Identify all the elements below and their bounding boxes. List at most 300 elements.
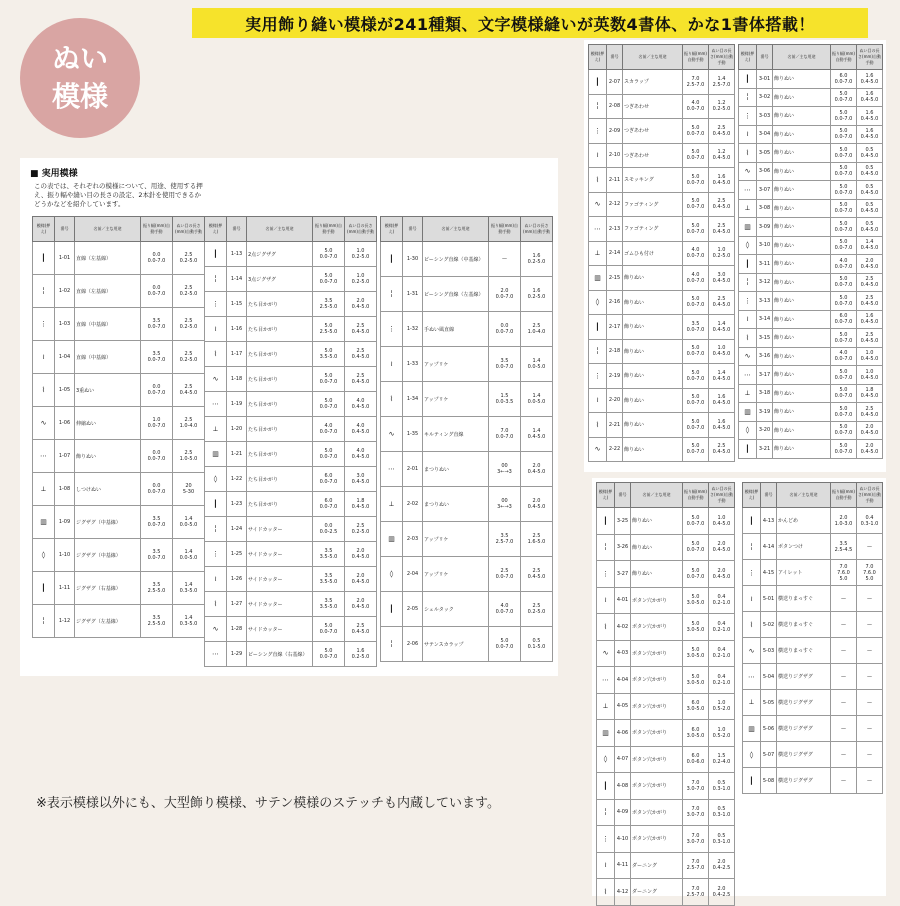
stitch-width: 3.5 0.0-7.0 xyxy=(141,308,173,341)
stitch-width: 5.0 0.0-7.0 xyxy=(831,107,857,126)
pattern-name: 飾りぬい xyxy=(773,421,831,440)
stitch-length: 1.6 0.4-5.0 xyxy=(709,388,735,413)
pattern-name: 飾りぬい xyxy=(773,181,831,200)
pattern-name: ピーシング直線（左基線） xyxy=(423,277,489,312)
pattern-number: 1-04 xyxy=(55,341,75,374)
pattern-name: ボタン穴かがり xyxy=(631,640,683,667)
pattern-number: 4-06 xyxy=(615,720,631,747)
stitch-length: 2.5 0.4-5.0 xyxy=(709,192,735,217)
pattern-name: サイドカッター xyxy=(247,617,313,642)
pattern-name: 飾りぬい xyxy=(623,266,683,291)
stitch-pattern-icon: ≀ xyxy=(33,341,55,374)
table-row xyxy=(589,217,735,242)
table-row xyxy=(739,199,883,218)
pattern-number: 2-10 xyxy=(607,143,623,168)
stitch-length: 1.2 0.2-5.0 xyxy=(709,94,735,119)
stitch-width: 6.0 0.0-7.0 xyxy=(313,492,345,517)
pattern-name: 飾りぬい xyxy=(773,88,831,107)
pattern-name: しつけぬい xyxy=(75,473,141,506)
pattern-name: スカラップ xyxy=(623,70,683,95)
stitch-width: 3.5 0.0-7.0 xyxy=(141,506,173,539)
stitch-length: 1.0 0.2-5.0 xyxy=(345,267,377,292)
table-row xyxy=(205,367,377,392)
table-row xyxy=(743,586,883,612)
table-header-cell: ぬい目の長さ(mm)自動手動 xyxy=(345,217,377,242)
stitch-length: 2.5 0.2-5.0 xyxy=(521,592,553,627)
pattern-number: 3-11 xyxy=(757,255,773,274)
stitch-width: 5.0 0.0-7.0 xyxy=(683,534,709,561)
stitch-length: 2.0 0.4-2.5 xyxy=(709,852,735,879)
pattern-number: 1-21 xyxy=(227,442,247,467)
table-row xyxy=(33,572,205,605)
stitch-length: 2.5 0.4-5.0 xyxy=(857,403,883,422)
table-row xyxy=(743,716,883,742)
stitch-width: 4.0 0.0-7.0 xyxy=(831,347,857,366)
table-row xyxy=(597,587,735,614)
pattern-number: 1-17 xyxy=(227,342,247,367)
pattern-name: サテンスカラップ xyxy=(423,627,489,662)
table-row xyxy=(205,492,377,517)
pattern-name: 飾りぬい xyxy=(773,162,831,181)
pattern-number: 3-14 xyxy=(757,310,773,329)
pattern-name: 飾りぬい xyxy=(773,144,831,163)
pattern-number: 2-03 xyxy=(403,522,423,557)
stitch-pattern-icon: ∿ xyxy=(205,617,227,642)
pattern-name: ボタン穴かがり xyxy=(631,826,683,853)
table-header-cell: ぬい目の長さ(mm)自動手動 xyxy=(709,483,735,508)
stitch-length: 0.5 0.4-5.0 xyxy=(857,199,883,218)
pattern-number: 2-05 xyxy=(403,592,423,627)
stitch-length: 1.8 0.4-5.0 xyxy=(345,492,377,517)
stitch-pattern-icon: ⌇ xyxy=(739,144,757,163)
stitch-width: 7.0 0.0-7.0 xyxy=(489,417,521,452)
pattern-name: 直線（中基線） xyxy=(75,341,141,374)
stitch-length: 1.0 0.5-2.0 xyxy=(709,720,735,747)
stitch-length: 0.5 0.3-1.0 xyxy=(709,799,735,826)
stitch-length: 4.0 0.4-5.0 xyxy=(345,417,377,442)
pattern-name: 3点ジグザグ xyxy=(247,267,313,292)
table-header-cell: 模様(押え) xyxy=(381,217,403,242)
table-row xyxy=(33,407,205,440)
table-row xyxy=(205,317,377,342)
pattern-name: 飾りぬい xyxy=(75,440,141,473)
stitch-length: 1.6 0.4-5.0 xyxy=(857,70,883,89)
pattern-name: 飾りぬい xyxy=(623,388,683,413)
stitch-length: 1.4 0.4-5.0 xyxy=(709,315,735,340)
pattern-name: つぎあわせ xyxy=(623,94,683,119)
stitch-width: 4.0 0.0-7.0 xyxy=(313,417,345,442)
pattern-name: アップリケ xyxy=(423,522,489,557)
table-header-cell: ぬい目の長さ(mm)自動手動 xyxy=(521,217,553,242)
stitch-pattern-icon: ▥ xyxy=(597,720,615,747)
table-row xyxy=(381,312,553,347)
pattern-number: 1-23 xyxy=(227,492,247,517)
pattern-name: サイドカッター xyxy=(247,592,313,617)
stitch-width: 3.5 0.0-7.0 xyxy=(489,347,521,382)
table-row xyxy=(597,561,735,588)
pattern-number: 1-33 xyxy=(403,347,423,382)
stitch-width: 7.0 3.0-7.0 xyxy=(683,773,709,800)
pattern-number: 4-04 xyxy=(615,667,631,694)
stitch-pattern-icon: ≀ xyxy=(205,317,227,342)
table-row xyxy=(739,384,883,403)
pattern-number: 3-21 xyxy=(757,440,773,459)
pattern-name: 飾りぬい xyxy=(773,70,831,89)
pattern-number: 4-03 xyxy=(615,640,631,667)
pattern-name: 飾りぬい xyxy=(773,125,831,144)
table-header-cell: 模様(押え) xyxy=(743,483,761,508)
table-header-cell: 番号 xyxy=(757,45,773,70)
stitch-pattern-icon: ╎ xyxy=(739,88,757,107)
table-row xyxy=(739,181,883,200)
stitch-chart-page-3 xyxy=(592,478,886,896)
table-row xyxy=(597,693,735,720)
stitch-pattern-icon: ⋮ xyxy=(597,826,615,853)
stitch-length: 0.5 0.4-5.0 xyxy=(857,218,883,237)
pattern-number: 3-16 xyxy=(757,347,773,366)
pattern-name: 飾りぬい xyxy=(773,347,831,366)
stitch-width: 5.0 0.0-7.0 xyxy=(683,413,709,438)
stitch-width: 6.0 0.0-7.0 xyxy=(831,310,857,329)
stitch-pattern-icon: ≀ xyxy=(589,388,607,413)
pattern-number: 1-03 xyxy=(55,308,75,341)
stitch-width: 5.0 0.0-7.0 xyxy=(831,144,857,163)
table-row xyxy=(589,339,735,364)
pattern-number: 1-02 xyxy=(55,275,75,308)
pattern-number: 1-27 xyxy=(227,592,247,617)
stitch-width: 3.5 2.5-7.0 xyxy=(489,522,521,557)
table-row xyxy=(381,242,553,277)
pattern-name: たち目かがり xyxy=(247,317,313,342)
table-row xyxy=(743,742,883,768)
stitch-pattern-icon: ∿ xyxy=(589,192,607,217)
stitch-pattern-icon: ◊ xyxy=(743,742,761,768)
stitch-width: 5.0 0.0-7.0 xyxy=(831,181,857,200)
table-row xyxy=(205,517,377,542)
stitch-pattern-icon: ┃ xyxy=(589,315,607,340)
stitch-pattern-icon: ◊ xyxy=(381,557,403,592)
stitch-length: 2.5 0.4-5.0 xyxy=(857,329,883,348)
table-row xyxy=(205,392,377,417)
pattern-name: 飾りぬい xyxy=(773,440,831,459)
stitch-width: 4.0 0.0-7.0 xyxy=(831,255,857,274)
stitch-width: 3.5 0.0-7.0 xyxy=(683,315,709,340)
stitch-length: 1.6 0.4-5.0 xyxy=(857,125,883,144)
stitch-table-5 xyxy=(742,482,883,794)
pattern-number: 2-04 xyxy=(403,557,423,592)
table-row xyxy=(739,144,883,163)
stitch-pattern-icon: ╎ xyxy=(33,275,55,308)
table-header-cell: 振り幅(mm)自動手動 xyxy=(683,45,709,70)
stitch-width: — xyxy=(831,716,857,742)
pattern-name: ファゴティング xyxy=(623,192,683,217)
stitch-pattern-icon: ⌇ xyxy=(739,329,757,348)
promo-banner xyxy=(192,8,868,38)
table-row xyxy=(381,347,553,382)
pattern-number: 1-24 xyxy=(227,517,247,542)
pattern-number: 3-20 xyxy=(757,421,773,440)
stitch-width: 5.0 0.0-7.0 xyxy=(683,168,709,193)
pattern-name: たち目かがり xyxy=(247,467,313,492)
pattern-name: シェルタック xyxy=(423,592,489,627)
table-row xyxy=(597,879,735,906)
table-row xyxy=(205,242,377,267)
table-row xyxy=(381,277,553,312)
pattern-number: 1-28 xyxy=(227,617,247,642)
pattern-number: 1-26 xyxy=(227,567,247,592)
pattern-number: 1-18 xyxy=(227,367,247,392)
table-header-cell: 番号 xyxy=(403,217,423,242)
pattern-number: 3-05 xyxy=(757,144,773,163)
pattern-number: 2-11 xyxy=(607,168,623,193)
stitch-length: 2.5 0.2-5.0 xyxy=(173,275,205,308)
stitch-pattern-icon: ╎ xyxy=(205,267,227,292)
table-row xyxy=(33,539,205,572)
stitch-width: 6.0 3.0-5.0 xyxy=(683,720,709,747)
stitch-pattern-icon: ┃ xyxy=(743,508,761,534)
stitch-pattern-icon: ⋮ xyxy=(743,560,761,586)
stitch-width: 2.5 0.0-7.0 xyxy=(489,557,521,592)
pattern-name: 飾りぬい xyxy=(773,236,831,255)
stitch-length: 1.0 0.2-5.0 xyxy=(345,242,377,267)
table-row xyxy=(33,242,205,275)
table-header-cell: 模様(押え) xyxy=(205,217,227,242)
table-row xyxy=(589,364,735,389)
pattern-name: ボタン穴かがり xyxy=(631,720,683,747)
pattern-number: 1-09 xyxy=(55,506,75,539)
stitch-width: 5.0 3.0-5.0 xyxy=(683,587,709,614)
stitch-length: 1.6 0.2-5.0 xyxy=(345,642,377,667)
pattern-number: 3-06 xyxy=(757,162,773,181)
stitch-width: 5.0 0.0-7.0 xyxy=(683,508,709,535)
table-header-cell: 名前／主な用途 xyxy=(623,45,683,70)
pattern-number: 1-19 xyxy=(227,392,247,417)
table-row xyxy=(597,534,735,561)
stitch-pattern-icon: ∿ xyxy=(743,638,761,664)
stitch-length: 0.4 0.3-1.0 xyxy=(857,508,883,534)
stitch-pattern-icon: ┃ xyxy=(381,242,403,277)
pattern-name: サイドカッター xyxy=(247,517,313,542)
stitch-length: 2.5 0.4-5.0 xyxy=(345,367,377,392)
table-row xyxy=(589,168,735,193)
pattern-name: つぎあわせ xyxy=(623,143,683,168)
pattern-name: 飾りぬい xyxy=(623,339,683,364)
table-row xyxy=(739,70,883,89)
table-row xyxy=(205,542,377,567)
pattern-number: 1-05 xyxy=(55,374,75,407)
stitch-pattern-icon: ◊ xyxy=(739,421,757,440)
table-header-cell: 名前／主な用途 xyxy=(247,217,313,242)
stitch-width: 5.0 0.0-7.0 xyxy=(831,236,857,255)
pattern-name: 伸縮ぬい xyxy=(75,407,141,440)
main-stitch-chart xyxy=(20,158,558,676)
stitch-length: 2.5 1.0-4.0 xyxy=(521,312,553,347)
pattern-number: 4-09 xyxy=(615,799,631,826)
stitch-pattern-icon: ╎ xyxy=(743,534,761,560)
pattern-name: ボタン穴かがり xyxy=(631,614,683,641)
pattern-number: 2-01 xyxy=(403,452,423,487)
stitch-length: — xyxy=(857,664,883,690)
stitch-chart-page-2 xyxy=(584,40,886,472)
stitch-pattern-icon: ┃ xyxy=(597,773,615,800)
stitch-width: 3.5 0.0-7.0 xyxy=(141,539,173,572)
pattern-number: 4-07 xyxy=(615,746,631,773)
stitch-length: — xyxy=(857,690,883,716)
stitch-pattern-icon: ∿ xyxy=(739,162,757,181)
stitch-width: 5.0 0.0-7.0 xyxy=(831,421,857,440)
table-row xyxy=(205,467,377,492)
table-header-cell: 番号 xyxy=(227,217,247,242)
table-row xyxy=(589,266,735,291)
stitch-length: 0.5 0.4-5.0 xyxy=(857,162,883,181)
pattern-name: 手ぬい風直線 xyxy=(423,312,489,347)
stitch-width: 4.0 0.0-7.0 xyxy=(683,266,709,291)
stitch-pattern-icon: ╎ xyxy=(381,627,403,662)
stitch-width: 7.0 3.0-7.0 xyxy=(683,826,709,853)
table-row xyxy=(205,592,377,617)
stitch-length: 0.4 0.2-1.0 xyxy=(709,640,735,667)
pattern-number: 1-25 xyxy=(227,542,247,567)
stitch-pattern-icon: ┃ xyxy=(743,768,761,794)
table-header-cell: 振り幅(mm)自動手動 xyxy=(683,483,709,508)
stitch-pattern-icon: ⋮ xyxy=(739,292,757,311)
stitch-length: 0.5 0.3-1.0 xyxy=(709,826,735,853)
table-header-cell: 番号 xyxy=(607,45,623,70)
pattern-number: 2-13 xyxy=(607,217,623,242)
pattern-name: まつりぬい xyxy=(423,487,489,522)
stitch-length: 2.5 0.2-5.0 xyxy=(173,308,205,341)
stitch-length: 1.4 2.5-7.0 xyxy=(709,70,735,95)
stitch-width: 3.5 2.5-4.5 xyxy=(831,534,857,560)
stitch-pattern-icon: ≀ xyxy=(205,567,227,592)
stitch-pattern-icon: ⟂ xyxy=(743,690,761,716)
table-row xyxy=(739,255,883,274)
table-header-cell: ぬい目の長さ(mm)自動手動 xyxy=(709,45,735,70)
pattern-name: ジグザグ（中基線） xyxy=(75,539,141,572)
stitch-width: 0.0 0.0-2.5 xyxy=(313,517,345,542)
pattern-name: 飾りぬい xyxy=(631,508,683,535)
stitch-pattern-icon: ∿ xyxy=(381,417,403,452)
stitch-length: 0.5 0.4-5.0 xyxy=(857,144,883,163)
stitch-length: 0.4 0.2-1.0 xyxy=(709,614,735,641)
stitch-width: 3.5 0.0-7.0 xyxy=(141,341,173,374)
pattern-number: 1-34 xyxy=(403,382,423,417)
stitch-length: 1.4 0.0-5.0 xyxy=(173,506,205,539)
stitch-width: 00 3←→3 xyxy=(489,487,521,522)
stitch-length: 2.5 0.4-5.0 xyxy=(709,437,735,462)
pattern-number: 4-05 xyxy=(615,693,631,720)
table-row xyxy=(381,487,553,522)
pattern-number: 1-08 xyxy=(55,473,75,506)
stitch-width: 5.0 0.0-7.0 xyxy=(683,364,709,389)
stitch-width: 5.0 0.0-7.0 xyxy=(683,561,709,588)
pattern-name: たち目かがり xyxy=(247,417,313,442)
stitch-table-2 xyxy=(588,44,735,462)
stitch-width: 2.0 1.0-3.0 xyxy=(831,508,857,534)
pattern-name: ジグザグ（右基線） xyxy=(75,572,141,605)
pattern-number: 4-13 xyxy=(761,508,777,534)
pattern-name: 横送りジグザグ xyxy=(777,768,831,794)
stitch-width: 5.0 3.5-5.0 xyxy=(313,342,345,367)
stitch-width: 5.0 0.0-7.0 xyxy=(831,366,857,385)
table-row xyxy=(33,605,205,638)
pattern-number: 3-17 xyxy=(757,366,773,385)
stitch-width: 7.0 2.5-7.0 xyxy=(683,70,709,95)
stitch-width: 3.5 3.5-5.0 xyxy=(313,542,345,567)
table-header-cell: 模様(押え) xyxy=(33,217,55,242)
pattern-number: 2-07 xyxy=(607,70,623,95)
stitch-width: 5.0 0.0-7.0 xyxy=(831,403,857,422)
stitch-pattern-icon: ⋯ xyxy=(739,366,757,385)
stitch-pattern-icon: ∿ xyxy=(597,640,615,667)
stitch-width: 5.0 0.0-7.0 xyxy=(831,384,857,403)
pattern-number: 2-17 xyxy=(607,315,623,340)
stitch-pattern-icon: ⋯ xyxy=(205,392,227,417)
pattern-name: 飾りぬい xyxy=(631,534,683,561)
table-row xyxy=(739,162,883,181)
pattern-number: 3-19 xyxy=(757,403,773,422)
stitch-pattern-icon: ◊ xyxy=(589,290,607,315)
stitch-length: 2.5 0.4-5.0 xyxy=(709,119,735,144)
table-row xyxy=(33,473,205,506)
pattern-number: 1-10 xyxy=(55,539,75,572)
stitch-length: — xyxy=(857,742,883,768)
stitch-length: 2.0 0.4-5.0 xyxy=(345,542,377,567)
stitch-length: 2.5 0.4-5.0 xyxy=(857,292,883,311)
pattern-number: 5-02 xyxy=(761,612,777,638)
table-row xyxy=(589,192,735,217)
table-header-cell: 名前／主な用途 xyxy=(423,217,489,242)
table-row xyxy=(205,567,377,592)
stitch-pattern-icon: ⋯ xyxy=(205,642,227,667)
stitch-pattern-icon: ⋮ xyxy=(597,561,615,588)
stitch-length: 1.6 0.4-5.0 xyxy=(857,310,883,329)
stitch-length: 2.0 0.4-5.0 xyxy=(521,452,553,487)
stitch-width: 0.0 0.0-7.0 xyxy=(141,242,173,275)
stitch-pattern-icon: ⋮ xyxy=(381,312,403,347)
stitch-table-col1 xyxy=(32,216,205,638)
stitch-width: 5.0 0.0-7.0 xyxy=(831,162,857,181)
stitch-pattern-icon: ∿ xyxy=(739,347,757,366)
stitch-pattern-icon: ◊ xyxy=(33,539,55,572)
pattern-number: 3-09 xyxy=(757,218,773,237)
stitch-pattern-icon: ▥ xyxy=(739,403,757,422)
stitch-pattern-icon: ▥ xyxy=(33,506,55,539)
pattern-number: 1-06 xyxy=(55,407,75,440)
pattern-number: 5-01 xyxy=(761,586,777,612)
pattern-name: たち目かがり xyxy=(247,442,313,467)
stitch-width: 5.0 0.0-7.0 xyxy=(831,199,857,218)
table-header-cell: 模様(押え) xyxy=(597,483,615,508)
table-row xyxy=(33,440,205,473)
pattern-name: 飾りぬい xyxy=(773,199,831,218)
table-row xyxy=(597,508,735,535)
table-row xyxy=(739,273,883,292)
stitch-width: 3.5 2.5-5.0 xyxy=(141,605,173,638)
table-row xyxy=(739,88,883,107)
stitch-length: 2.5 0.4-5.0 xyxy=(345,342,377,367)
stitch-width: 7.0 2.5-7.0 xyxy=(683,852,709,879)
pattern-number: 2-14 xyxy=(607,241,623,266)
table-row xyxy=(739,310,883,329)
pattern-number: 5-06 xyxy=(761,716,777,742)
stitch-length: 1.4 0.0-5.0 xyxy=(521,382,553,417)
stitch-pattern-icon: ┃ xyxy=(205,492,227,517)
stitch-length: 2.0 0.4-5.0 xyxy=(709,561,735,588)
pattern-number: 1-11 xyxy=(55,572,75,605)
stitch-length: 1.6 0.4-5.0 xyxy=(709,413,735,438)
table-header-cell: 模様(押え) xyxy=(589,45,607,70)
